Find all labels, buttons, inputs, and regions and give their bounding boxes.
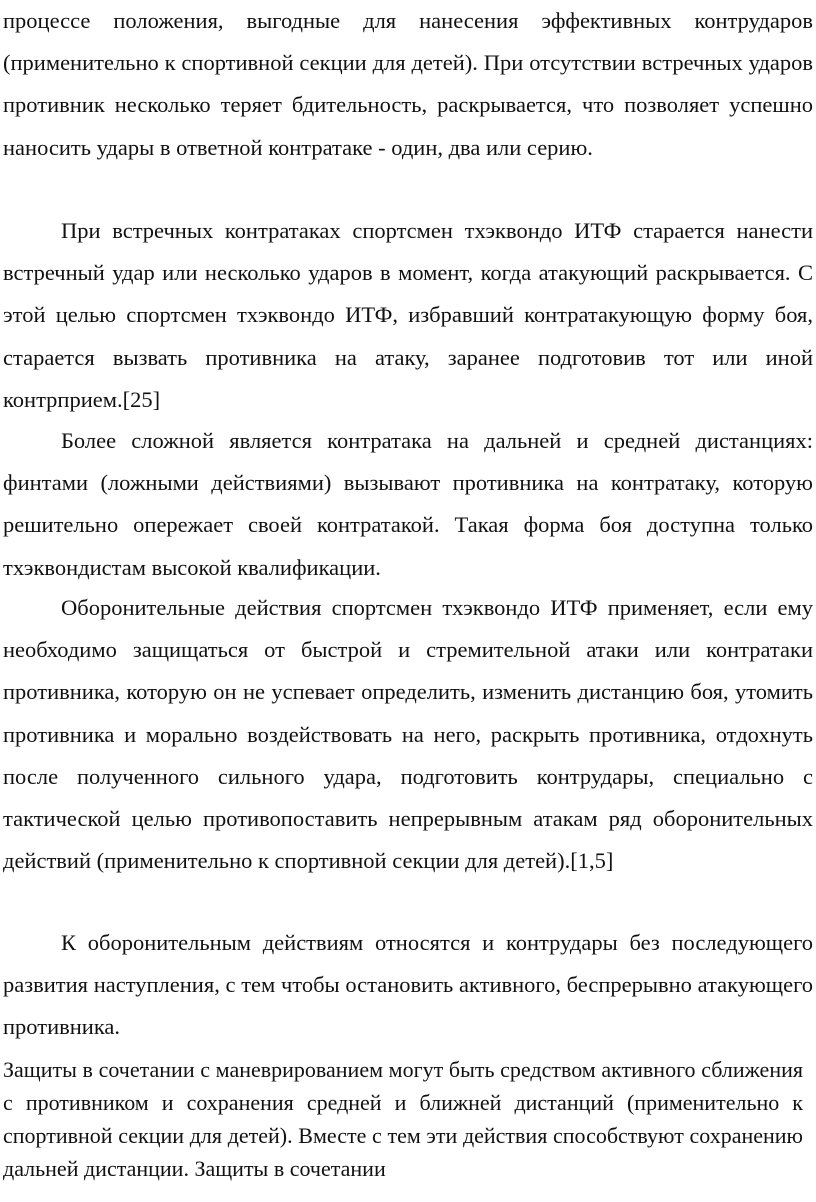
paragraph-6: Защиты в сочетании с маневрированием могут быть средством активного сближения с противником и сохранения средней и ближней дистанций (применительно к спортивной секции для детей). Вместе с тем эти действия способствуют сохранению дальней дистанции. Защиты в сочетании (3, 1057, 803, 1181)
paragraph-4-text: Оборонительные действия спортсмен тхэквондо ИТФ применяет, если ему необходимо защищаться от быстрой и стремительной атаки или контратаки противника, которую он не успевает определить, изменить дистанцию боя, утомить противника и морально воздействовать на него, раскрыть противника, отдохнуть после полученного сильного удара, подготовить контрудары, специально с тактической целью противопоставить непрерывным атакам ряд оборонительных действий (применительно к спортивной секции для детей).[1,5] (3, 595, 813, 874)
paragraph-3 (3, 420, 813, 589)
paragraph-3-text: Более сложной является контратака на дальней и средней дистанциях: финтами (ложными действиями) вызывают противника на контратаку, которую решительно опережает своей контратакой. Такая форма боя доступна только тхэквондистам высокой квалификации. (3, 428, 813, 580)
paragraph-2-text: При встречных контратаках спортсмен тхэквондо ИТФ старается нанести встречный удар или несколько ударов в момент, когда атакующий раскрывается. С этой целью спортсмен тхэквондо ИТФ, избравший контратакующую форму боя, старается вызвать противника на атаку, заранее подготовив тот или иной контрприем.[25] (3, 218, 813, 412)
paragraph-2 (3, 210, 813, 421)
paragraph-5-text: К оборонительным действиям относятся и контрудары без последующего развития наступления, с тем чтобы остановить активного, беспрерывно атакующего противника. (3, 930, 813, 1040)
paragraph-4 (3, 587, 813, 882)
paragraph-5 (3, 922, 813, 1049)
paragraph-1: процессе положения, выгодные для нанесения эффективных контрударов (применительно к спортивной секции для детей). При отсутствии встречных ударов противник несколько теряет бдительность, раскрывается, что позволяет успешно наносить удары в ответной контратаке - один, два или серию. (3, 8, 813, 160)
